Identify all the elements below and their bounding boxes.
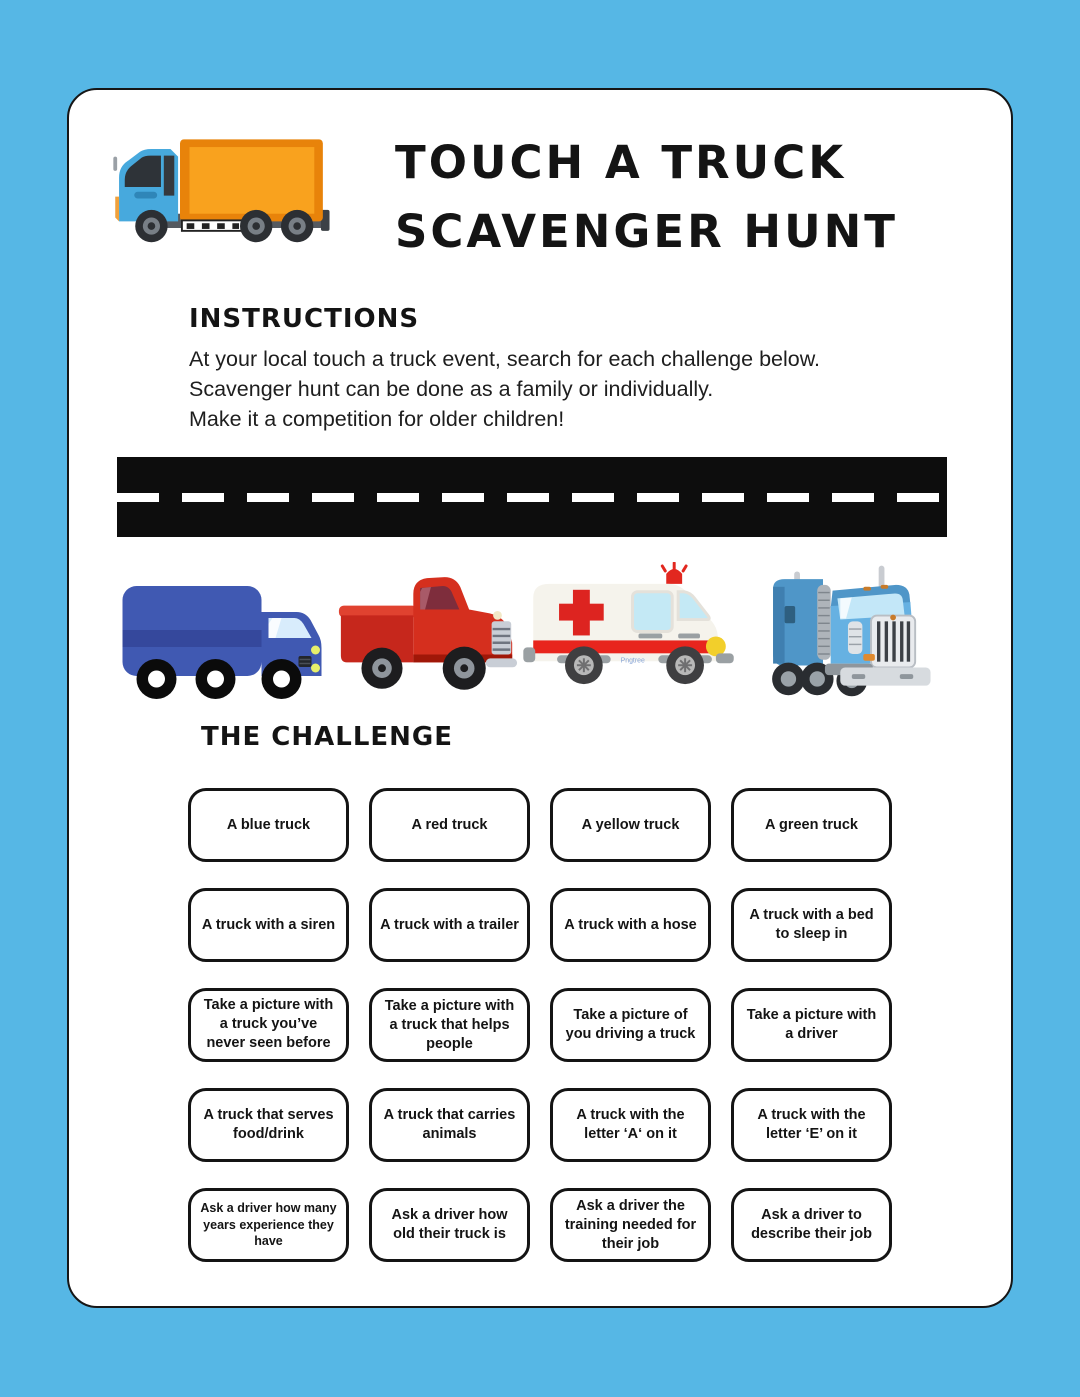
challenge-cell-green-truck: A green truck xyxy=(731,788,892,862)
challenge-cell-carries-animals: A truck that carries animals xyxy=(369,1088,530,1162)
challenge-cell-siren: A truck with a siren xyxy=(188,888,349,962)
challenge-cell-training-needed: Ask a driver the training needed for their job xyxy=(550,1188,711,1262)
challenge-cell-picture-never-seen: Take a picture with a truck you’ve never seen before xyxy=(188,988,349,1062)
page-title-line1: TOUCH A TRUCK xyxy=(395,136,847,189)
challenge-cell-hose: A truck with a hose xyxy=(550,888,711,962)
challenge-cell-yellow-truck: A yellow truck xyxy=(550,788,711,862)
instructions-line-3: Make it a competition for older children! xyxy=(189,407,565,431)
instructions-heading: INSTRUCTIONS xyxy=(189,304,420,334)
instructions-text xyxy=(189,344,949,434)
blue-delivery-truck-image xyxy=(117,580,335,702)
challenge-cell-picture-with-driver: Take a picture with a driver xyxy=(731,988,892,1062)
challenge-heading: THE CHALLENGE xyxy=(201,722,454,752)
page-title xyxy=(395,128,898,266)
challenge-cell-letter-a: A truck with the letter ‘A‘ on it xyxy=(550,1088,711,1162)
instructions-line-2: Scavenger hunt can be done as a family or individually. xyxy=(189,377,714,401)
red-pickup-truck-image xyxy=(335,564,521,700)
challenge-cell-bed-to-sleep: A truck with a bed to sleep in xyxy=(731,888,892,962)
challenge-cell-red-truck: A red truck xyxy=(369,788,530,862)
worksheet-card xyxy=(67,88,1013,1308)
challenge-cell-how-old-truck: Ask a driver how old their truck is xyxy=(369,1188,530,1262)
challenge-grid xyxy=(188,788,892,1262)
challenge-cell-describe-job: Ask a driver to describe their job xyxy=(731,1188,892,1262)
challenge-cell-blue-truck: A blue truck xyxy=(188,788,349,862)
challenge-cell-serves-food: A truck that serves food/drink xyxy=(188,1088,349,1162)
blue-semi-truck-image xyxy=(753,558,941,702)
page-title-line2: SCAVENGER HUNT xyxy=(395,205,898,258)
road-divider xyxy=(117,457,947,537)
instructions-line-1: At your local touch a truck event, search for each challenge below. xyxy=(189,347,821,371)
challenge-cell-picture-driving: Take a picture of you driving a truck xyxy=(550,988,711,1062)
challenge-cell-years-experience: Ask a driver how many years experience they have xyxy=(188,1188,349,1262)
challenge-cell-letter-e: A truck with the letter ‘E’ on it xyxy=(731,1088,892,1162)
ambulance-image xyxy=(521,562,745,696)
header-cargo-truck-image xyxy=(105,128,335,248)
road-dashed-line xyxy=(117,493,947,502)
challenge-cell-picture-helps-people: Take a picture with a truck that helps people xyxy=(369,988,530,1062)
challenge-cell-trailer: A truck with a trailer xyxy=(369,888,530,962)
watermark-text: Pngtree xyxy=(620,657,645,665)
